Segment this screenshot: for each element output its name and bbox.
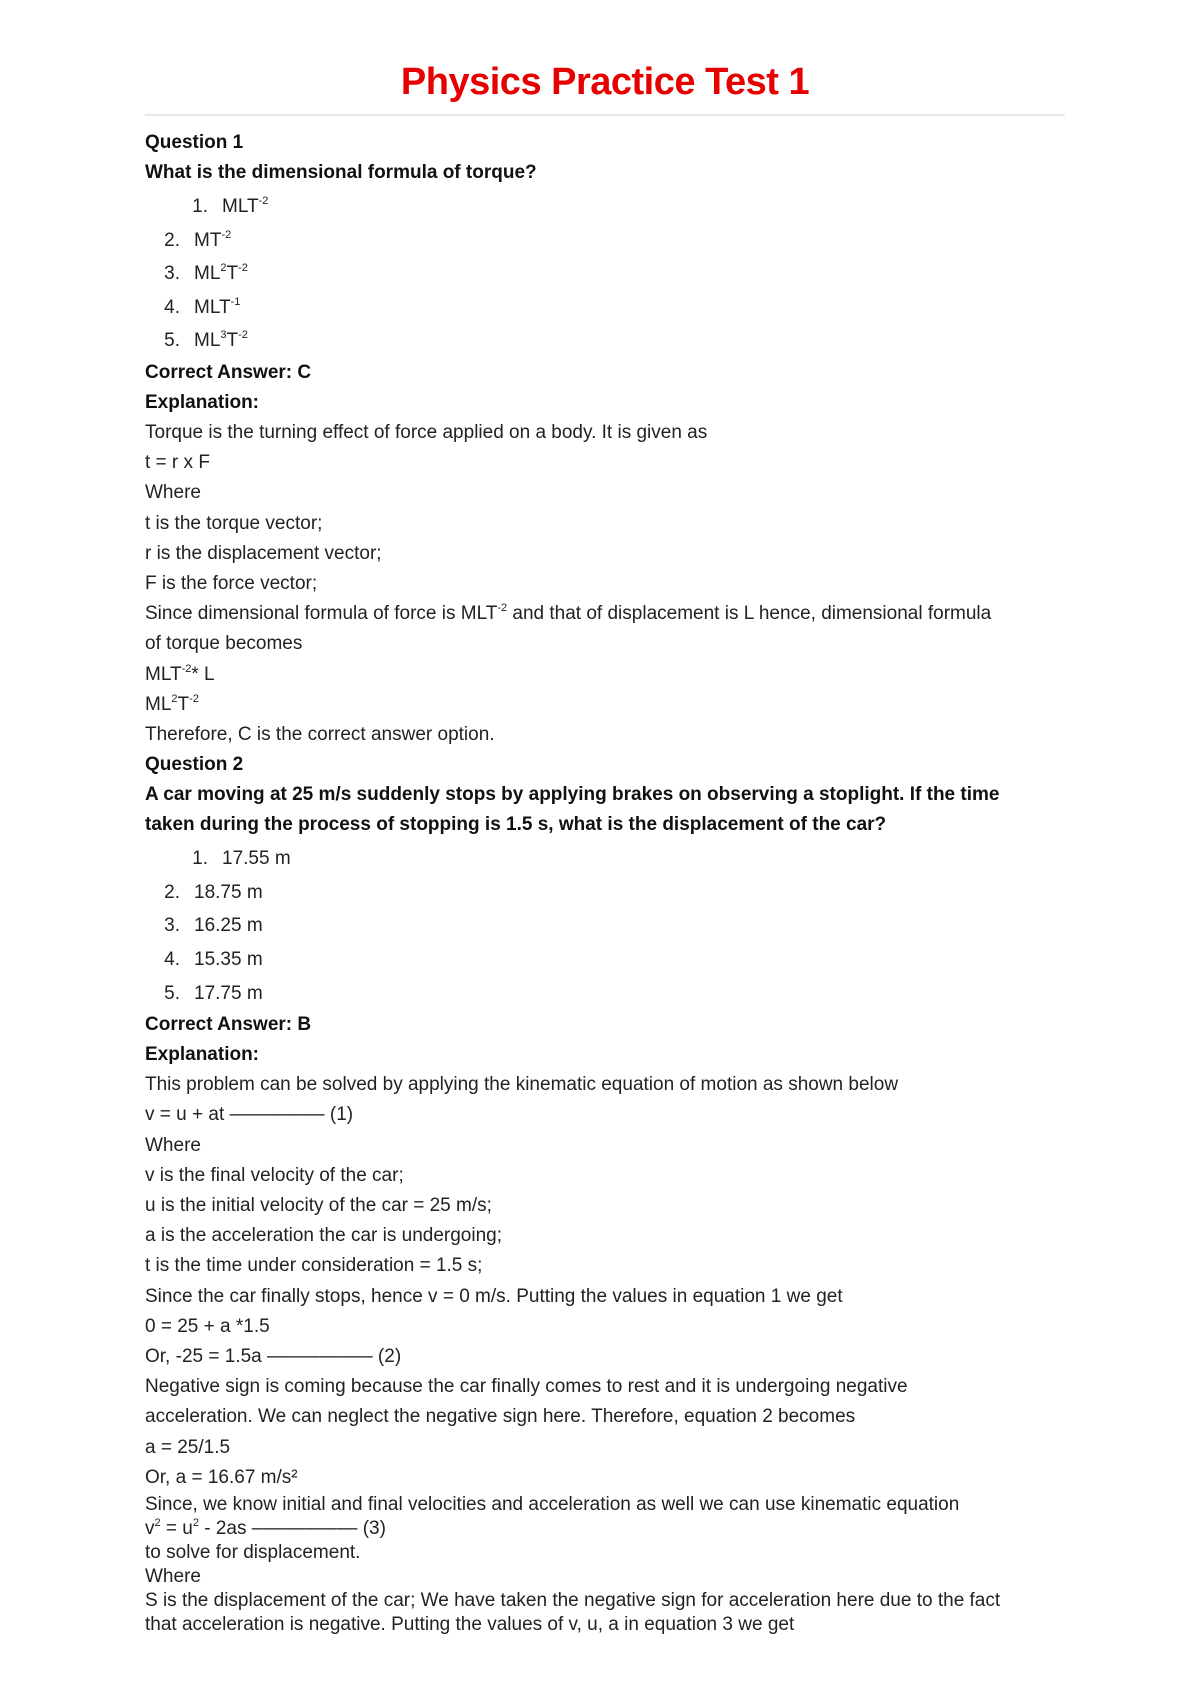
explanation-line: u is the initial velocity of the car = 25 m/s; (145, 1194, 492, 1216)
title-divider (145, 114, 1065, 116)
question-2-text-line-1: A car moving at 25 m/s suddenly stops by applying brakes on observing a stoplight. If the time (145, 784, 1000, 806)
explanation-line: This problem can be solved by applying the kinematic equation of motion as shown below (145, 1074, 899, 1096)
option-number: 2. (164, 229, 180, 251)
option-item (145, 257, 1065, 291)
option-text: $MLT^{-2}$ (222, 195, 269, 217)
explanation-line: Where (145, 1566, 201, 1588)
question-1-options (145, 190, 1065, 358)
document-page (145, 58, 1065, 1637)
explanation-line: Or, a = 16.67 m/s² (145, 1466, 298, 1488)
option-number: 3. (164, 915, 180, 937)
explanation-line: r is the displacement vector; (145, 542, 382, 564)
explanation-line: Therefore, C is the correct answer option. (145, 724, 495, 745)
explanation-line: t = r x F (145, 452, 210, 474)
option-item (145, 842, 1065, 876)
explanation-line: of torque becomes (145, 633, 303, 655)
option-item (145, 943, 1065, 977)
option-item (145, 909, 1065, 943)
option-text: $ML^2T^{-2}$ (194, 262, 248, 285)
explanation-line: F is the force vector; (145, 572, 318, 594)
question-1-answer: Correct Answer: C (145, 361, 312, 383)
page-title: Physics Practice Test 1 (400, 61, 810, 103)
question-2-explanation-label: Explanation: (145, 1044, 260, 1066)
option-item (145, 190, 1065, 224)
explanation-line: to solve for displacement. (145, 1542, 361, 1564)
option-text: $MLT^{-1}$ (194, 295, 241, 318)
option-text: 18.75 m (194, 881, 263, 903)
explanation-line: that acceleration is negative. Putting the values of v, u, a in equation 3 we get (145, 1614, 795, 1636)
option-item (145, 324, 1065, 358)
question-2-block (145, 750, 1065, 1637)
explanation-line: Since the car finally stops, hence v = 0 m/s. Putting the values in equation 1 we get (145, 1285, 843, 1307)
question-1-label: Question 1 (145, 132, 244, 153)
option-text: $MT^{-2}$ (194, 228, 232, 251)
option-text: $ML^3T^{-2}$ (194, 329, 248, 352)
option-text: 15.35 m (194, 948, 263, 970)
explanation-line: Or, -25 = 1.5a –––––––––– (2) (145, 1346, 402, 1367)
explanation-line: t is the torque vector; (145, 512, 323, 534)
explanation-line: v is the final velocity of the car; (145, 1164, 404, 1186)
question-2-answer: Correct Answer: B (145, 1014, 312, 1036)
option-number: 5. (164, 330, 180, 352)
option-number: 1. (192, 848, 208, 870)
explanation-line: Negative sign is coming because the car finally comes to rest and it is undergoing negative (145, 1376, 908, 1398)
explanation-line: $ML^2T^{-2}$ (145, 692, 199, 715)
explanation-line: a is the acceleration the car is undergoing; (145, 1225, 502, 1247)
option-item (145, 224, 1065, 258)
option-text: 17.55 m (222, 848, 291, 870)
question-1-explanation-label: Explanation: (145, 391, 260, 413)
option-number: 3. (164, 263, 180, 285)
explanation-line: $v^2 = u^2 - 2as$ –––––––––– (3) (145, 1517, 386, 1540)
option-item (145, 977, 1065, 1011)
explanation-line: Since, we know initial and final velocities and acceleration as well we can use kinematic equation (145, 1494, 960, 1516)
option-number: 4. (164, 948, 180, 970)
option-number: 4. (164, 296, 180, 318)
question-2-text-line-2: taken during the process of stopping is 1.5 s, what is the displacement of the car? (145, 814, 887, 836)
question-1-block (145, 128, 1065, 750)
question-1-text: What is the dimensional formula of torque? (145, 162, 537, 183)
explanation-line: v = u + at ––––––––– (1) (145, 1104, 354, 1126)
question-2-options (145, 842, 1065, 1010)
option-item (145, 291, 1065, 325)
explanation-line: acceleration. We can neglect the negative sign here. Therefore, equation 2 becomes (145, 1406, 856, 1428)
option-number: 2. (164, 881, 180, 903)
option-number: 1. (192, 196, 208, 217)
question-2-label: Question 2 (145, 754, 244, 776)
explanation-line: Where (145, 1134, 201, 1156)
option-text: 16.25 m (194, 915, 263, 937)
explanation-line: Since dimensional formula of force is $MLT^{-2}$ and that of displacement is L hence, dimensional formula (145, 602, 992, 625)
option-text: 17.75 m (194, 982, 263, 1004)
option-number: 5. (164, 982, 180, 1004)
explanation-line: a = 25/1.5 (145, 1436, 231, 1458)
explanation-line: t is the time under consideration = 1.5 s; (145, 1255, 483, 1277)
explanation-line: $MLT^{-2}*$ L (145, 662, 215, 685)
explanation-line: 0 = 25 + a *1.5 (145, 1315, 270, 1337)
explanation-line: S is the displacement of the car; We have taken the negative sign for acceleration here due to the fact (145, 1590, 1001, 1612)
explanation-line: Torque is the turning effect of force applied on a body. It is given as (145, 421, 708, 443)
explanation-line: Where (145, 482, 201, 504)
option-item (145, 876, 1065, 910)
